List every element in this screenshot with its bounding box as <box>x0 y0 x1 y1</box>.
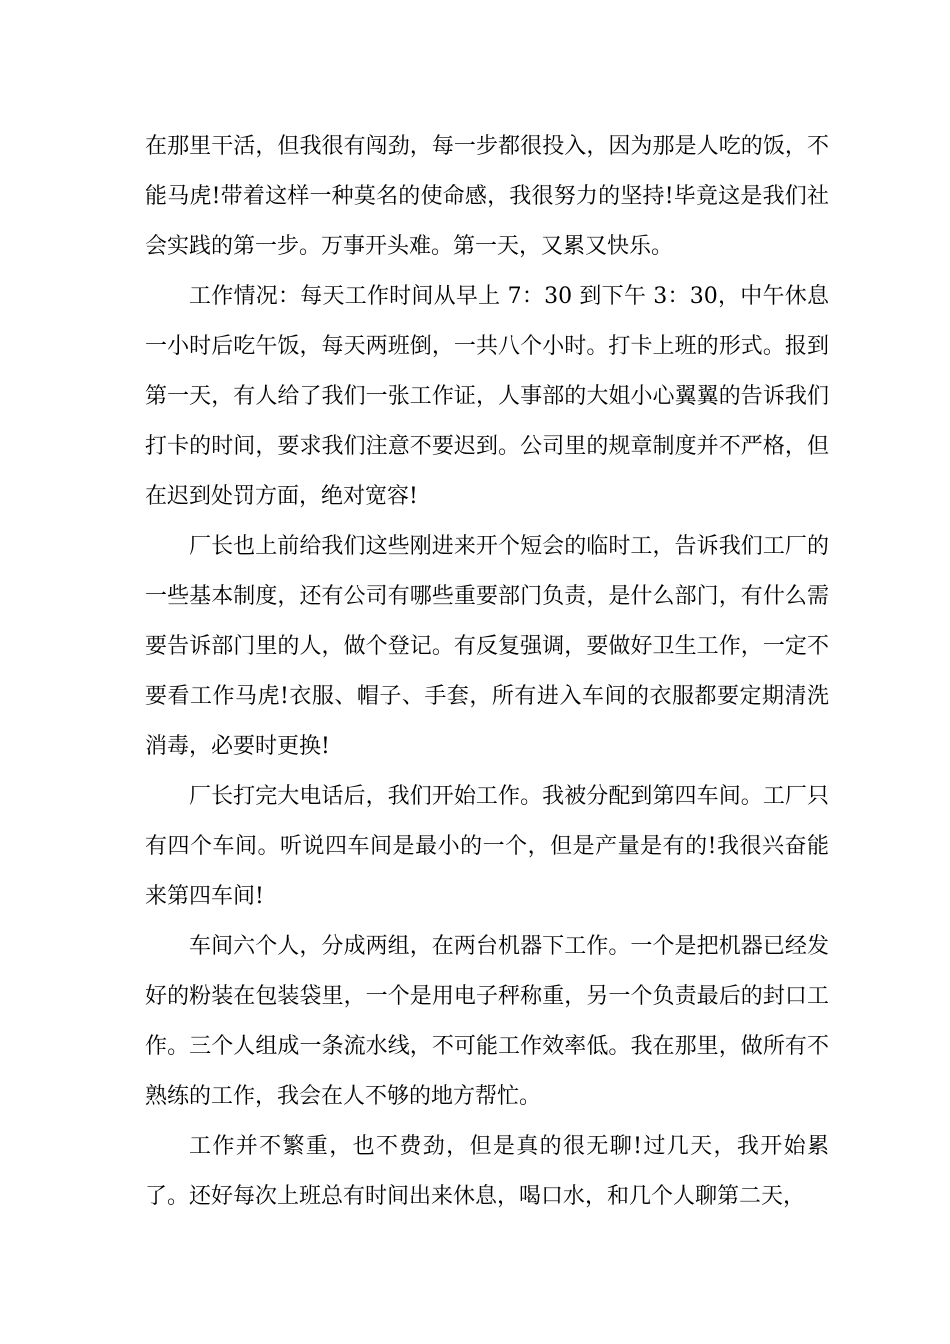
paragraph-1: 在那里干活，但我很有闯劲，每一步都很投入，因为那是人吃的饭，不能马虎!带着这样一种莫名的使命感，我很努力的坚持!毕竟这是我们社会实践的第一步。万事开头难。第一天，又累又快乐。 <box>145 134 829 259</box>
paragraph-5: 车间六个人，分成两组，在两台机器下工作。一个是把机器已经发好的粉装在包装袋里，一个是用电子秤称重，另一个负责最后的封口工作。三个人组成一条流水线，不可能工作效率低。我在那里，做所有不熟练的工作，我会在人不够的地方帮忙。 <box>145 934 829 1109</box>
paragraph-6: 工作并不繁重，也不费劲，但是真的很无聊!过几天，我开始累了。还好每次上班总有时间出来休息，喝口水，和几个人聊第二天， <box>145 1134 829 1209</box>
paragraph-4: 厂长打完大电话后，我们开始工作。我被分配到第四车间。工厂只有四个车间。听说四车间是最小的一个，但是产量是有的!我很兴奋能来第四车间! <box>145 784 829 909</box>
paragraph-2: 工作情况：每天工作时间从早上 7：30 到下午 3：30，中午休息一小时后吃午饭，每天两班倒，一共八个小时。打卡上班的形式。报到第一天，有人给了我们一张工作证，人事部的大姐小心翼翼的告诉我们打卡的时间，要求我们注意不要迟到。公司里的规章制度并不严格，但在迟到处罚方面，绝对宽容! <box>145 284 829 509</box>
document-body <box>145 122 829 1222</box>
paragraph-3: 厂长也上前给我们这些刚进来开个短会的临时工，告诉我们工厂的一些基本制度，还有公司有哪些重要部门负责，是什么部门，有什么需要告诉部门里的人，做个登记。有反复强调，要做好卫生工作，一定不要看工作马虎!衣服、帽子、手套，所有进入车间的衣服都要定期清洗消毒，必要时更换! <box>145 534 829 759</box>
